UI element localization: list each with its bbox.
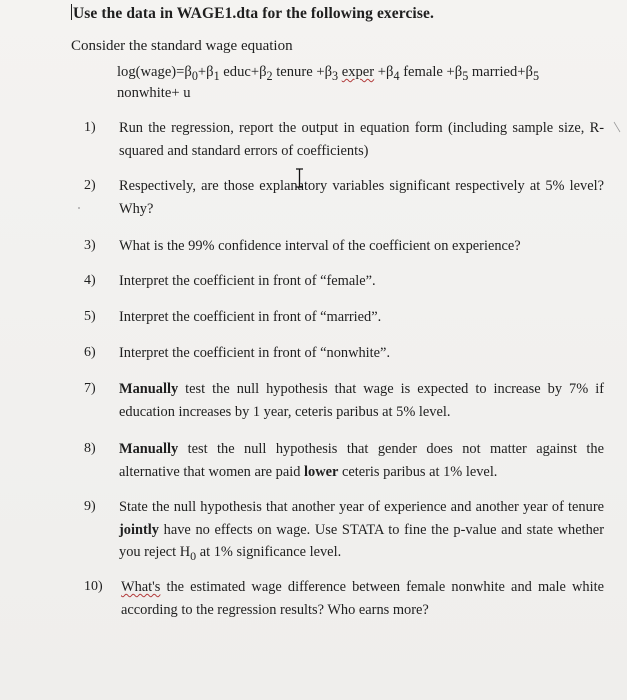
question-1 <box>84 117 604 162</box>
question-number: 1) <box>84 120 96 135</box>
question-text: Manually test the null hypothesis that gender does not matter against the alternative that women are paid lower ceteris paribus at 1% level. <box>119 441 604 480</box>
question-number: 8) <box>84 441 96 456</box>
wage-equation-line2: nonwhite+ u <box>117 85 191 101</box>
question-text: Run the regression, report the output in equation form (including sample size, R-squared and standard errors of coefficients) <box>119 120 604 159</box>
text-cursor <box>71 4 72 20</box>
question-text: Interpret the coefficient in front of “nonwhite”. <box>119 345 391 361</box>
question-text: Interpret the coefficient in front of “female”. <box>119 273 376 289</box>
question-text: Manually test the null hypothesis that wage is expected to increase by 7% if education increases by 1 year, ceteris paribus at 5% level. <box>119 381 604 420</box>
exercise-title <box>71 4 434 23</box>
question-4 <box>84 270 604 293</box>
question-2 <box>84 175 604 220</box>
question-text: State the null hypothesis that another year of experience and another year of tenure jointly have no effects on wage. Use STATA to fine the p-value and state whether you reject $H_0$ at 1% significance level. <box>119 499 604 563</box>
question-number: 9) <box>84 499 96 514</box>
question-3 <box>84 235 604 258</box>
question-number: 5) <box>84 309 96 324</box>
wage-equation: $\log(wage)=\beta_0+\beta_1$ $educ+\beta_2$ tenure $+\beta_3$ exper $+\beta_4$ female $+\beta_5$ $married+\beta_5$ <box>117 64 540 83</box>
page-edge-mark <box>613 120 621 134</box>
question-number: 3) <box>84 238 96 253</box>
text-select-cursor-icon <box>295 168 304 188</box>
question-10 <box>84 576 604 621</box>
question-number: 6) <box>84 345 96 360</box>
stray-mark <box>78 207 80 209</box>
question-text: What's the estimated wage difference between female nonwhite and male white according to the regression results? Who earns more? <box>121 579 604 618</box>
question-number: 2) <box>84 178 96 193</box>
misspelled-word: What's <box>121 579 161 595</box>
question-text: Interpret the coefficient in front of “married”. <box>119 309 382 325</box>
question-6 <box>84 342 604 365</box>
question-text: Respectively, are those explanatory variables significant respectively at 5% level? Why? <box>119 178 604 217</box>
question-number: 10) <box>84 579 103 594</box>
question-5 <box>84 306 604 329</box>
question-number: 7) <box>84 381 96 396</box>
title-text: Use the data in WAGE1.dta for the following exercise. <box>73 5 434 22</box>
question-9 <box>84 496 604 567</box>
misspelled-word: exper <box>341 64 375 80</box>
question-text: What is the 99% confidence interval of the coefficient on experience? <box>119 238 521 254</box>
question-number: 4) <box>84 273 96 288</box>
intro-text: Consider the standard wage equation <box>71 38 293 54</box>
question-8 <box>84 438 604 483</box>
question-7 <box>84 378 604 423</box>
